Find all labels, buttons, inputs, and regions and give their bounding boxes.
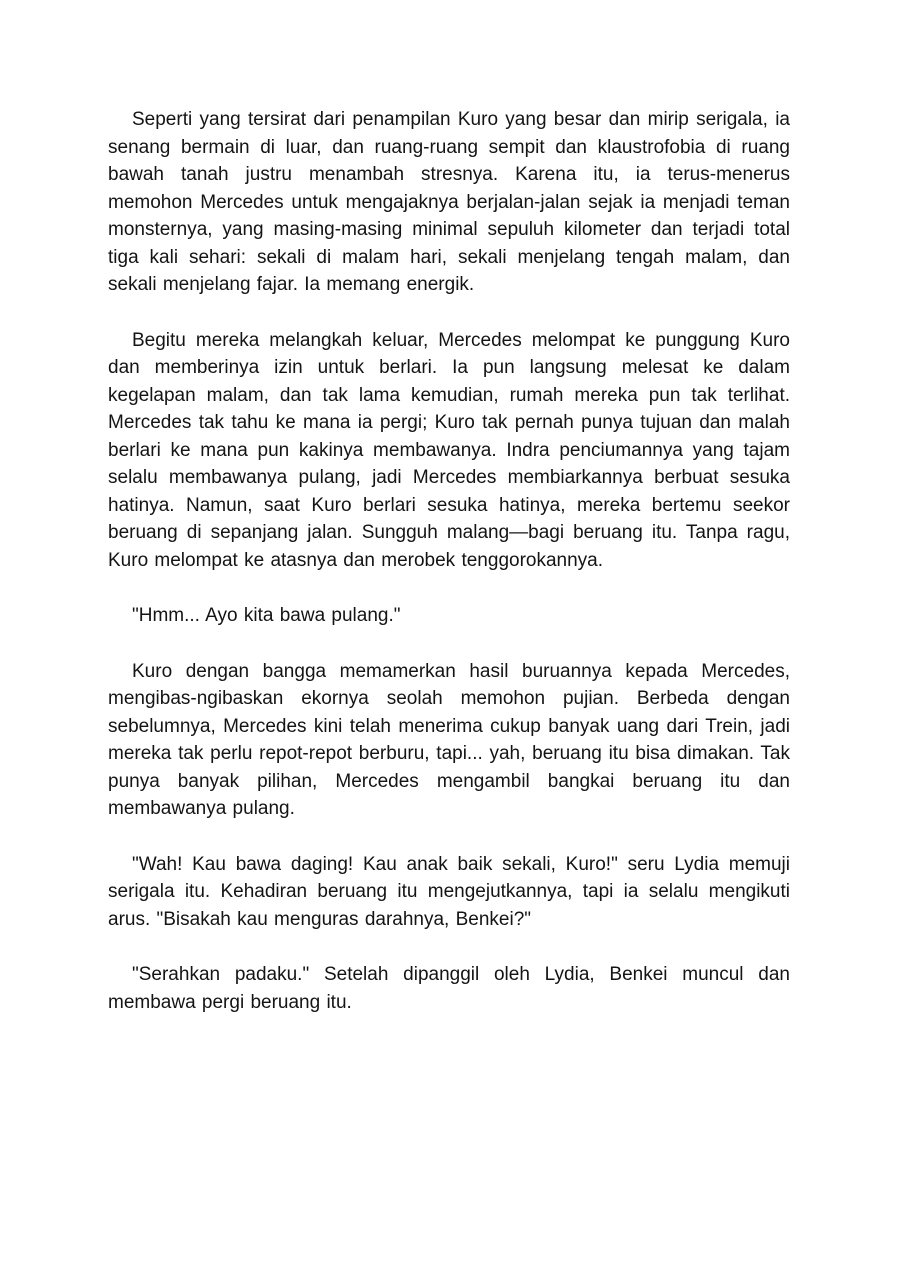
paragraph-4: Kuro dengan bangga memamerkan hasil buruannya kepada Mercedes, mengibas-ngibaskan ekornya seolah memohon pujian. Berbeda dengan sebelumnya, Mercedes kini telah menerima cukup banyak uang dari Trein, jadi mereka tak perlu repot-repot berburu, tapi... yah, beruang itu bisa dimakan. Tak punya banyak pilihan, Mercedes mengambil bangkai beruang itu dan membawanya pulang. xyxy=(108,660,790,819)
paragraph-2: Begitu mereka melangkah keluar, Mercedes melompat ke punggung Kuro dan memberinya izin untuk berlari. Ia pun langsung melesat ke dalam kegelapan malam, dan tak lama kemudian, rumah mereka pun tak terlihat. Mercedes tak tahu ke mana ia pergi; Kuro tak pernah punya tujuan dan malah berlari ke mana pun kakinya membawanya. Indra penciumannya yang tajam selalu membawanya pulang, jadi Mercedes membiarkannya berbuat sesuka hatinya. Namun, saat Kuro berlari sesuka hatinya, mereka bertemu seekor beruang di sepanjang jalan. Sungguh malang—bagi beruang itu. Tanpa ragu, Kuro melompat ke atasnya dan merobek tenggorokannya. xyxy=(108,329,790,571)
paragraph-3-dialogue: "Hmm... Ayo kita bawa pulang." xyxy=(132,605,401,626)
story-text-block xyxy=(108,106,790,1016)
paragraph-6-dialogue: "Serahkan padaku." Setelah dipanggil oleh Lydia, Benkei muncul dan membawa pergi beruang itu. xyxy=(108,964,790,1013)
paragraph-5-dialogue: "Wah! Kau bawa daging! Kau anak baik sekali, Kuro!" seru Lydia memuji serigala itu. Kehadiran beruang itu mengejutkannya, tapi ia selalu mengikuti arus. "Bisakah kau menguras darahnya, Benkei?" xyxy=(108,853,790,930)
paragraph-1: Seperti yang tersirat dari penampilan Kuro yang besar dan mirip serigala, ia senang bermain di luar, dan ruang-ruang sempit dan klaustrofobia di ruang bawah tanah justru menambah stresnya. Karena itu, ia terus-menerus memohon Mercedes untuk mengajaknya berjalan-jalan sejak ia menjadi teman monsternya, yang masing-masing minimal sepuluh kilometer dan terjadi total tiga kali sehari: sekali di malam hari, sekali menjelang tengah malam, dan sekali menjelang fajar. Ia memang energik. xyxy=(108,109,790,295)
